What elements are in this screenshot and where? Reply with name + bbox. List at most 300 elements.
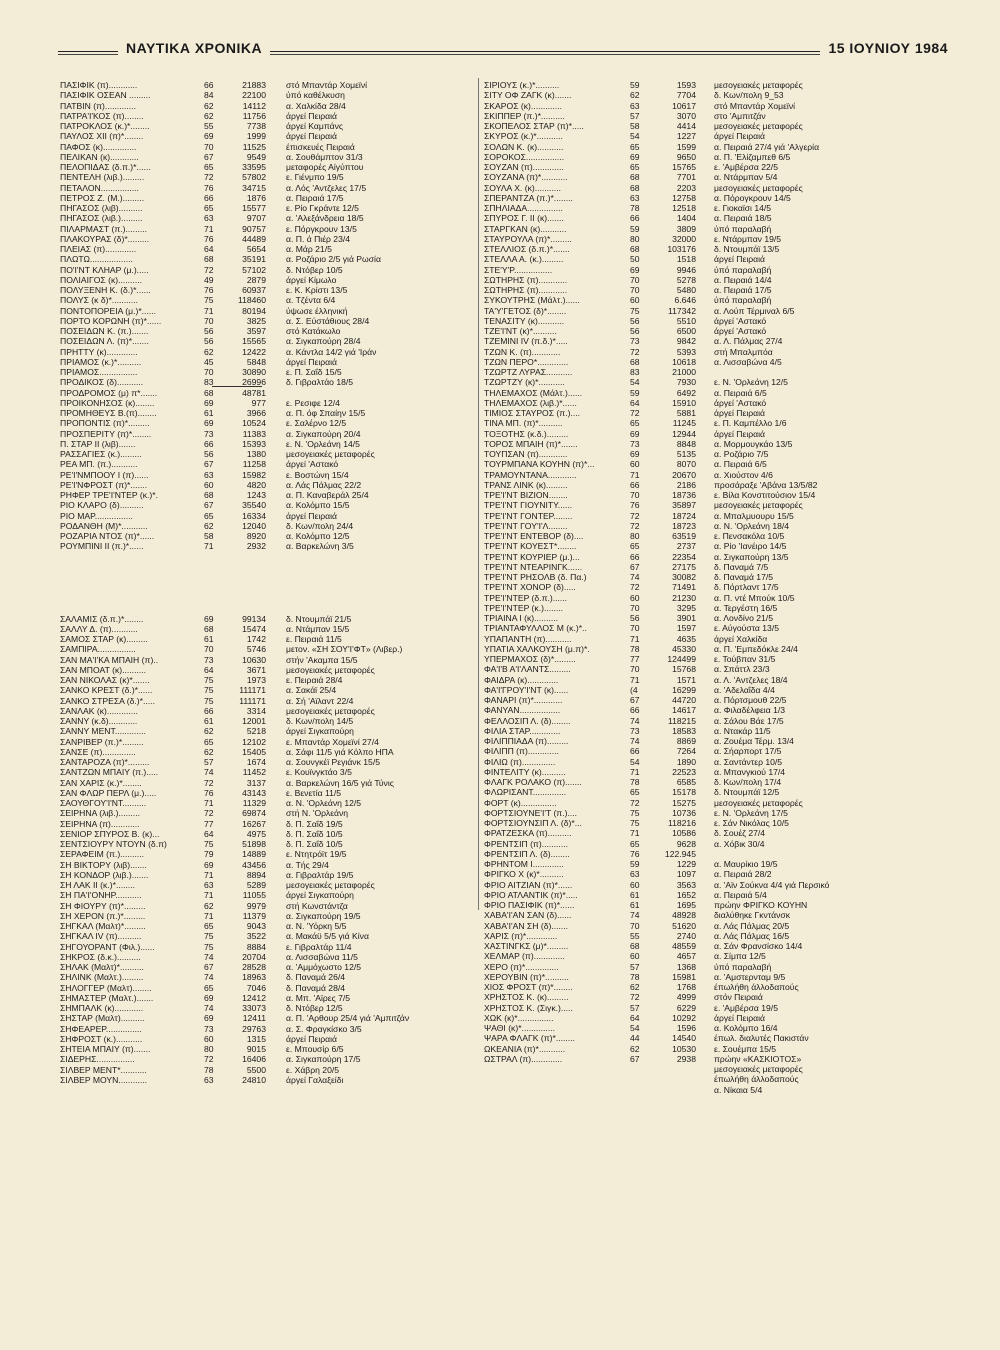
build-year: 57 [204,757,214,767]
tonnage: 3137 [246,777,266,788]
ship-status: α. 'Αμστερνταμ 9/5 [714,971,786,982]
tonnage: 6229 [676,1002,696,1013]
tonnage: 26996 [242,377,266,388]
ship-name: ΣΗΓΚΑΛ IV (π).......... [60,931,142,942]
build-year: 76 [204,285,214,295]
tonnage: 18736 [672,490,696,500]
build-year: 76 [204,182,214,193]
build-year: 56 [204,336,214,347]
build-year: 70 [630,490,640,500]
ship-name: ΣΑΝ ΧΑΡΙΣ (κ.)*........ [60,777,142,788]
tonnage: 15577 [242,203,266,213]
tonnage: 2203 [676,182,696,193]
tonnage: 15393 [242,438,266,449]
ship-status: δ. Κων/πολη 24/4 [286,520,354,531]
ship-name: ΤΟΥΠΣΑΝ (π)............ [484,449,568,459]
ship-name: ΠΡΗΤΤΥ (κ)............. [60,346,138,357]
ship-name: ΣΑΝΝΥ ΜΕΝΤ............. [60,726,146,737]
ship-entry-row [484,490,924,500]
ship-name: ΠΑΦΟΣ (κ).............. [60,141,137,152]
build-year: 71 [630,828,640,839]
build-year: 72 [630,408,640,418]
ship-entry-row [60,788,480,798]
tonnage: 15565 [242,336,266,347]
ship-name: ΣΑΝΣΕ (π).............. [60,746,136,757]
ship-entry-row [60,675,480,685]
ship-status: ε. Ντάρμπαν 19/5 [714,233,782,244]
ship-status: ε. Μπαντάρ Χομεϊνί 27/4 [286,736,379,747]
build-year: 76 [204,233,214,244]
build-year: 67 [630,561,640,572]
ship-status: μεσογειακές μεταφορές [286,664,375,675]
build-year: 59 [630,223,640,234]
ship-entry-row [60,203,480,213]
build-year: 71 [204,223,214,234]
build-year: 72 [204,777,214,788]
build-year: 65 [204,736,214,747]
ship-name: ΤΡΕ'Ι'ΝΤΕΡ (δ.π.)...... [484,592,568,603]
ship-status: α. Λονδίνο 21/5 [714,613,773,623]
ship-entry-row [484,552,924,562]
ship-name: ΤΡΑΜΟΥΝΤΑΝΑ............ [484,469,577,480]
build-year: 74 [630,572,640,582]
ship-entry-row [60,306,480,316]
ship-status: α. Ν. 'Ορλεάνη 18/4 [714,520,790,531]
ship-status: α. Σ. Φραγκίσκο 3/5 [286,1023,362,1034]
ship-name: ΤΡΕ'Ι'ΝΤ ΧΟΝΟΡ (δ)..... [484,582,576,593]
ship-name: ΥΠΕΡΜΑΧΟΣ (δ)*......... [484,654,576,664]
ship-entry-row [484,408,924,418]
tonnage: 3314 [246,705,266,716]
ship-entry-row [484,336,924,346]
build-year: 71 [630,766,640,777]
ship-name: ΤΡΕ'Ι'ΝΤ ΓΙΟΥΝΙΤΥ...... [484,500,573,511]
ship-status: δ. Κων/πολη 9_53 [714,90,784,101]
tonnage: 14889 [242,849,266,860]
ship-name: ΦΙΛΙΩ (π).............. [484,756,556,767]
ship-entry-row [60,808,480,818]
build-year: 71 [630,674,640,685]
tonnage: 9549 [246,151,266,162]
ship-entry-row [484,808,924,818]
ship-name: ΣΙΔΕΡΗΣ................ [60,1054,135,1065]
ship-status: άργεί Πειραιά [286,131,337,142]
build-year: 62 [204,346,214,357]
ship-status: ε. Πειραιά 11/5 [286,634,342,644]
build-year: 58 [630,121,640,131]
issue-date: 15 ΙΟΥΝΙΟΥ 1984 [820,40,948,56]
tonnage: 6492 [676,387,696,398]
ship-entry-row [484,470,924,480]
build-year: 66 [204,80,214,90]
ship-name: ΠΟΡΤΟ ΚΟΡΩΝΗ (π)*...... [60,315,162,326]
build-year: 57 [630,961,640,972]
ship-status: μεσογειακές μεταφορές [714,797,803,808]
tonnage: 6.646 [674,295,696,306]
ship-name: ΠΛΩΤΩ.................. [60,254,133,265]
tonnage: 5500 [246,1064,266,1075]
tonnage: 20704 [242,951,266,962]
ship-name: ΣΗΓΟΥΟΡΑΝΤ (Φιλ.)...... [60,941,155,952]
tonnage: 7704 [676,90,696,101]
tonnage: 1890 [676,756,696,767]
ship-name: ΣΑΝ ΦΛΩΡ ΠΕΡΛ (μ.)..... [60,787,157,798]
ship-status: α. Τεργέστη 16/5 [714,602,778,613]
ship-name: ΤΖΕΜΙΝΙ IV (π.δ.)*..... [484,336,568,347]
tonnage: 35540 [242,500,266,511]
ship-status: ε. Σάν Νικόλας 10/5 [714,818,789,828]
ship-entry-row [484,982,924,992]
ship-status: άργεί 'Αστακό [286,459,339,470]
tonnage: 30890 [242,367,266,377]
ship-entry-row [60,521,480,531]
ship-status: ε. Γιένμπο 19/5 [286,172,344,183]
ship-status: άργεί Κίμωλο [286,274,337,285]
ship-status: α. Μπ. 'Αϊρες 7/5 [286,992,351,1003]
build-year: 69 [204,859,214,870]
ship-status: στή Ν. 'Ορλεάνη [286,808,349,819]
tonnage: 15275 [672,797,696,808]
ship-entry-row [484,623,924,633]
ship-status: ε. Γιοκαϊσι 14/5 [714,203,772,213]
ship-entry-row [484,859,924,869]
tonnage: 63519 [672,531,696,541]
build-year: 67 [204,151,214,162]
column-gap [60,552,480,614]
build-year: 64 [204,828,214,839]
build-year: 67 [204,962,214,972]
tonnage: 14112 [242,100,266,111]
tonnage: 57102 [242,264,266,275]
build-year: 63 [204,880,214,890]
ship-list-right-column [484,80,924,1095]
ship-entry-row [484,1074,924,1084]
build-year: 83 [630,367,640,377]
build-year: 72 [630,520,640,531]
ship-entry-row [484,1033,924,1043]
ship-status: άργεί Χαλκίδα [714,633,768,644]
build-year: 62 [630,1043,640,1054]
ship-entry-row [484,193,924,203]
tonnage: 9979 [246,900,266,911]
ship-status: μεσογειακές μεταφορές [286,880,375,890]
build-year: 69 [630,264,640,275]
ship-status: δ. Ντουμπάϊ 13/5 [714,244,780,254]
ship-name: ΠΡΟΠΟΝΤΙΣ (π)*......... [60,418,150,429]
tonnage: 4975 [246,828,266,839]
tonnage: 12422 [242,346,266,357]
ship-name: ΦΛΑΓΚ ΡΟΛΑΚΟ (π)....... [484,777,582,787]
ship-entry-row [60,172,480,182]
build-year: 72 [630,582,640,593]
ship-name: ΣΑΜΠΙΡΑ................ [60,644,136,655]
tonnage: 57802 [242,172,266,183]
ship-status: α. Γιβραλτάρ 19/5 [286,869,354,880]
tonnage: 12102 [242,736,266,747]
ship-status: άργεί Πειραιά [714,131,765,142]
ship-status: δ. Παναμά 17/5 [714,572,774,582]
ship-entry-row [60,408,480,418]
ship-name: ΣΑΝΝΥ (κ.δ)............ [60,716,138,726]
ship-status: άργεί Πειραιά [714,1012,765,1023]
ship-entry-row [60,655,480,665]
tonnage: 7264 [676,746,696,757]
ship-entry-row [60,490,480,500]
tonnage: 24810 [242,1074,266,1085]
ship-entry-row [484,142,924,152]
tonnage: 7930 [676,377,696,388]
ship-status: α. Πειραιά 27/4 γιά 'Αλγερία [714,141,820,152]
ship-name: ΦΑ'Ι'Β Α'Ι'ΛΑΝΤΣ......... [484,664,571,675]
build-year: 62 [630,90,640,101]
ship-name: ΠΙΛΑΡΜΑΣΤ (π.)......... [60,223,148,234]
tonnage: 5218 [246,726,266,737]
build-year: 70 [204,315,214,326]
ship-name: ΣΠΕΡΑΝΤΖΑ (π.)*........ [484,192,573,203]
ship-name: ΣΑΜΟΣ ΣΤΑΡ (κ)......... [60,634,148,644]
ship-entry-row [484,1023,924,1033]
ship-name: ΣΗ ΒΙΚΤΟΡΥ (λιβ)....... [60,859,147,870]
tonnage: 32000 [672,233,696,244]
ship-name: ΦΡΑΤΖΕΣΚΑ (π).......... [484,828,572,839]
ship-status: ύπό καθέλκυση [286,90,345,101]
ship-entry-row [484,80,924,90]
ship-status: α. Ροζάριο 7/5 [714,449,769,459]
ship-name: ΣΗΦΕΑΡΕΡ............... [60,1023,142,1034]
ship-status: στό Μπαντάρ Χομεϊνί [286,80,368,90]
ship-entry-row [484,429,924,439]
build-year: 62 [204,100,214,111]
ship-entry-row [484,1085,924,1095]
ship-name: ΤΡΕ'Ι'ΝΤ ΓΟΥ'Ι'Λ........ [484,520,568,531]
tonnage: 1380 [246,449,266,459]
build-year: 74 [204,1003,214,1013]
ship-entry-row [60,418,480,428]
build-year: 66 [630,479,640,490]
tonnage: 16334 [242,510,266,521]
ship-entry-row [60,993,480,1003]
build-year: 63 [204,469,214,480]
ship-status: α. Σή 'Αϊλαντ 22/4 [286,695,354,706]
ship-entry-row [60,285,480,295]
ship-entry-row [60,152,480,162]
tonnage: 15474 [242,623,266,634]
build-year: 75 [204,839,214,849]
tonnage: 48928 [672,910,696,921]
ship-name: ΤΕΝΑΣΙΤΥ (κ)........... [484,315,565,326]
ship-name: ΠΡΟΜΗΘΕΥΣ Β.(π)........ [60,408,157,418]
build-year: 61 [204,716,214,726]
ship-entry-row [60,1054,480,1064]
ship-entry-row [484,767,924,777]
ship-status: α. Λ. 'Αντζελες 18/4 [714,674,788,685]
ship-name: ΤΖΩΝ Κ. (π)............ [484,346,561,357]
ship-name: ΠΡΟΔΡΟΜΟΣ (μ) π*....... [60,387,158,398]
ship-entry-row [484,798,924,808]
tonnage: 7701 [676,172,696,183]
tonnage: 9842 [676,336,696,347]
ship-list-left-block-b [60,614,480,1086]
tonnage: 11383 [242,428,266,439]
build-year: 73 [204,428,214,439]
ship-name: ΠΕΝΤΕΛΗ (λιβ.)......... [60,172,145,183]
ship-entry-row [484,111,924,121]
build-year: 70 [630,920,640,931]
build-year: 84 [204,90,214,101]
ship-name: ΣΑΝ ΜΑ'Ι'ΚΑ ΜΠΑΙΗ (π).. [60,654,159,665]
ship-status: άργεί Πειραιά [714,428,765,439]
ship-entry-row [60,347,480,357]
build-year: 76 [204,787,214,798]
ship-entry-row [484,357,924,367]
build-year: 49 [204,274,214,285]
ship-entry-row [60,326,480,336]
build-year: 73 [630,438,640,449]
ship-name: ΡΕ'Ι'ΝΜΠΟΟΥ Ι (π)...... [60,469,149,480]
tonnage: 12412 [242,992,266,1003]
ship-entry-row [60,254,480,264]
build-year: 71 [630,469,640,480]
tonnage: 10618 [672,356,696,367]
ship-name: ΤΡΕ'Ι'ΝΤΕΡ (κ.)........ [484,602,564,613]
ship-name: ΡΕΑ ΜΠ. (π.)........... [60,459,138,470]
ship-name: ΣΑΝ ΝΙΚΟΛΑΣ (κ)*....... [60,675,150,685]
ship-status: α. Λ. Πάλμας 27/4 [714,336,783,347]
build-year: 65 [204,162,214,172]
ship-status: α. Π. ά Πιέρ 23/4 [286,233,351,244]
ship-status: ε. 'Αμβέρσα 19/5 [714,1002,778,1013]
build-year: 72 [630,797,640,808]
ship-name: ΠΑΤΡΑ'Ι'ΚΟΣ (π)........ [60,110,144,121]
ship-entry-row [484,818,924,828]
ship-list-left-block-a [60,80,480,552]
ship-entry-row [60,839,480,849]
build-year: 74 [204,951,214,962]
ship-entry-row [484,511,924,521]
ship-status: άργεί 'Αστακό [714,397,767,408]
ship-name: ΤΖΩΡΤΖΥ (κ)*........... [484,377,565,388]
tonnage: 12040 [242,520,266,531]
ship-entry-row [60,983,480,993]
ship-name: ΣΟΡΟΚΟΣ................ [484,151,565,162]
tonnage: 44489 [242,233,266,244]
ship-entry-row [484,244,924,254]
ship-status: α. Πειραιά 28/2 [714,869,772,880]
tonnage: 4999 [676,992,696,1003]
build-year: 71 [204,910,214,921]
ship-name: ΣΤΕ'Υ'Ρ................ [484,264,553,275]
ship-status: δ. Ντόβερ 10/5 [286,264,343,275]
ship-entry-row [484,275,924,285]
ship-name: ΦΑΝΑΡΙ (π)*............ [484,695,563,705]
ship-entry-row [484,1044,924,1054]
build-year: 65 [630,141,640,152]
ship-entry-row [60,265,480,275]
tonnage: 9707 [246,213,266,224]
ship-name: ΣΗ ΦΙΟΥΡΥ (π)*......... [60,900,146,911]
ship-entry-row [484,295,924,305]
build-year: 58 [204,531,214,541]
ship-entry-row [484,644,924,654]
ship-name: ΦΑ'Ι'ΓΡΟΥ'Ι'ΝΤ (κ)...... [484,684,569,695]
ship-status: άργεί Πειραιά [714,254,765,265]
ship-entry-row [60,849,480,859]
ship-name: ΤΡΙΑΝΤΑΦΥΛΛΟΣ Μ (κ.)*.. [484,623,587,634]
build-year: 61 [630,889,640,900]
build-year: 62 [204,520,214,531]
ship-status: α. Χαλκίδα 28/4 [286,100,346,111]
tonnage: 8848 [676,438,696,449]
tonnage: 1227 [676,131,696,142]
build-year: 71 [204,798,214,808]
ship-status: α. Πειραιά 5/4 [714,889,767,900]
build-year: 55 [204,121,214,131]
ship-entry-row [484,828,924,838]
ship-entry-row [60,193,480,203]
tonnage: 8070 [676,459,696,470]
ship-name: ΠΛΕΙΑΣ (π)............. [60,244,137,254]
ship-entry-row [484,480,924,490]
ship-name: ΡΙΟ ΚΛΑΡΟ (δ).......... [60,500,144,511]
ship-name: ΠΗΓΑΣΟΣ (λιβ).......... [60,203,143,213]
build-year: 45 [204,356,214,367]
tonnage: 10617 [672,100,696,111]
ship-entry-row [60,80,480,90]
ship-entry-row [484,757,924,767]
ship-status: μεσογειακές μεταφορές [714,80,803,90]
tonnage: 124499 [667,654,696,664]
tonnage: 14540 [672,1033,696,1044]
ship-status: α. Μορμουγκάο 13/5 [714,438,793,449]
ship-status: α. Π. 'Ελίζαμπεθ 6/5 [714,151,791,162]
ship-entry-row [484,675,924,685]
tonnage: 16267 [242,818,266,829]
ship-name: ΡΟΔΑΝΘΗ (Μ)*........... [60,520,148,531]
ship-entry-row [484,531,924,541]
ship-name: ΣΗΛΑΚ (Μαλτ)*.......... [60,962,144,972]
tonnage: 12001 [242,716,266,726]
tonnage: 5654 [246,244,266,254]
build-year: 76 [630,500,640,511]
tonnage: 15765 [672,162,696,172]
ship-name: ΣΟΥΛΑ Χ. (κ)........... [484,182,561,193]
tonnage: 99134 [242,613,266,624]
ship-entry-row [60,336,480,346]
build-year: 76 [630,848,640,859]
tonnage: 90757 [242,223,266,234]
build-year: 66 [204,705,214,716]
ship-name: ΧΕΡΟ (π)*.............. [484,961,559,972]
ship-name: ΣΑΝΚΟ ΚΡΕΣΤ (δ.)*...... [60,685,153,696]
page-header [58,38,948,64]
build-year: 56 [204,326,214,336]
tonnage: 21883 [242,80,266,90]
ship-name: ΣΗ ΠΑ'Ι'ΟΝΗΡ........... [60,890,142,901]
build-year: 66 [204,438,214,449]
ship-status: δ. Κων/πολη 17/4 [714,777,782,787]
ship-name: ΤΡΕ'Ι'ΝΤ ΓΟΝΤΕΡ........ [484,510,573,521]
ship-name: ΣΗΣΤΑΡ (Μαλτ).......... [60,1013,145,1024]
build-year: 80 [204,1044,214,1054]
ship-entry-row [60,1044,480,1054]
ship-name: ΣΚΥΡΟΣ (κ.)*........... [484,131,563,142]
ship-entry-row [60,819,480,829]
ship-name: ΣΑΝΤΖΩΝ ΜΠΑΙΥ (π.)..... [60,767,159,778]
ship-name: ΧΕΡΟΥΒΙΝ (π)*.......... [484,971,569,982]
ship-status: α. Μπαλμυουρυ 15/5 [714,510,794,521]
build-year: 67 [630,695,640,705]
ship-name: ΣΑΝΛΑΚ (κ)............. [60,705,138,716]
